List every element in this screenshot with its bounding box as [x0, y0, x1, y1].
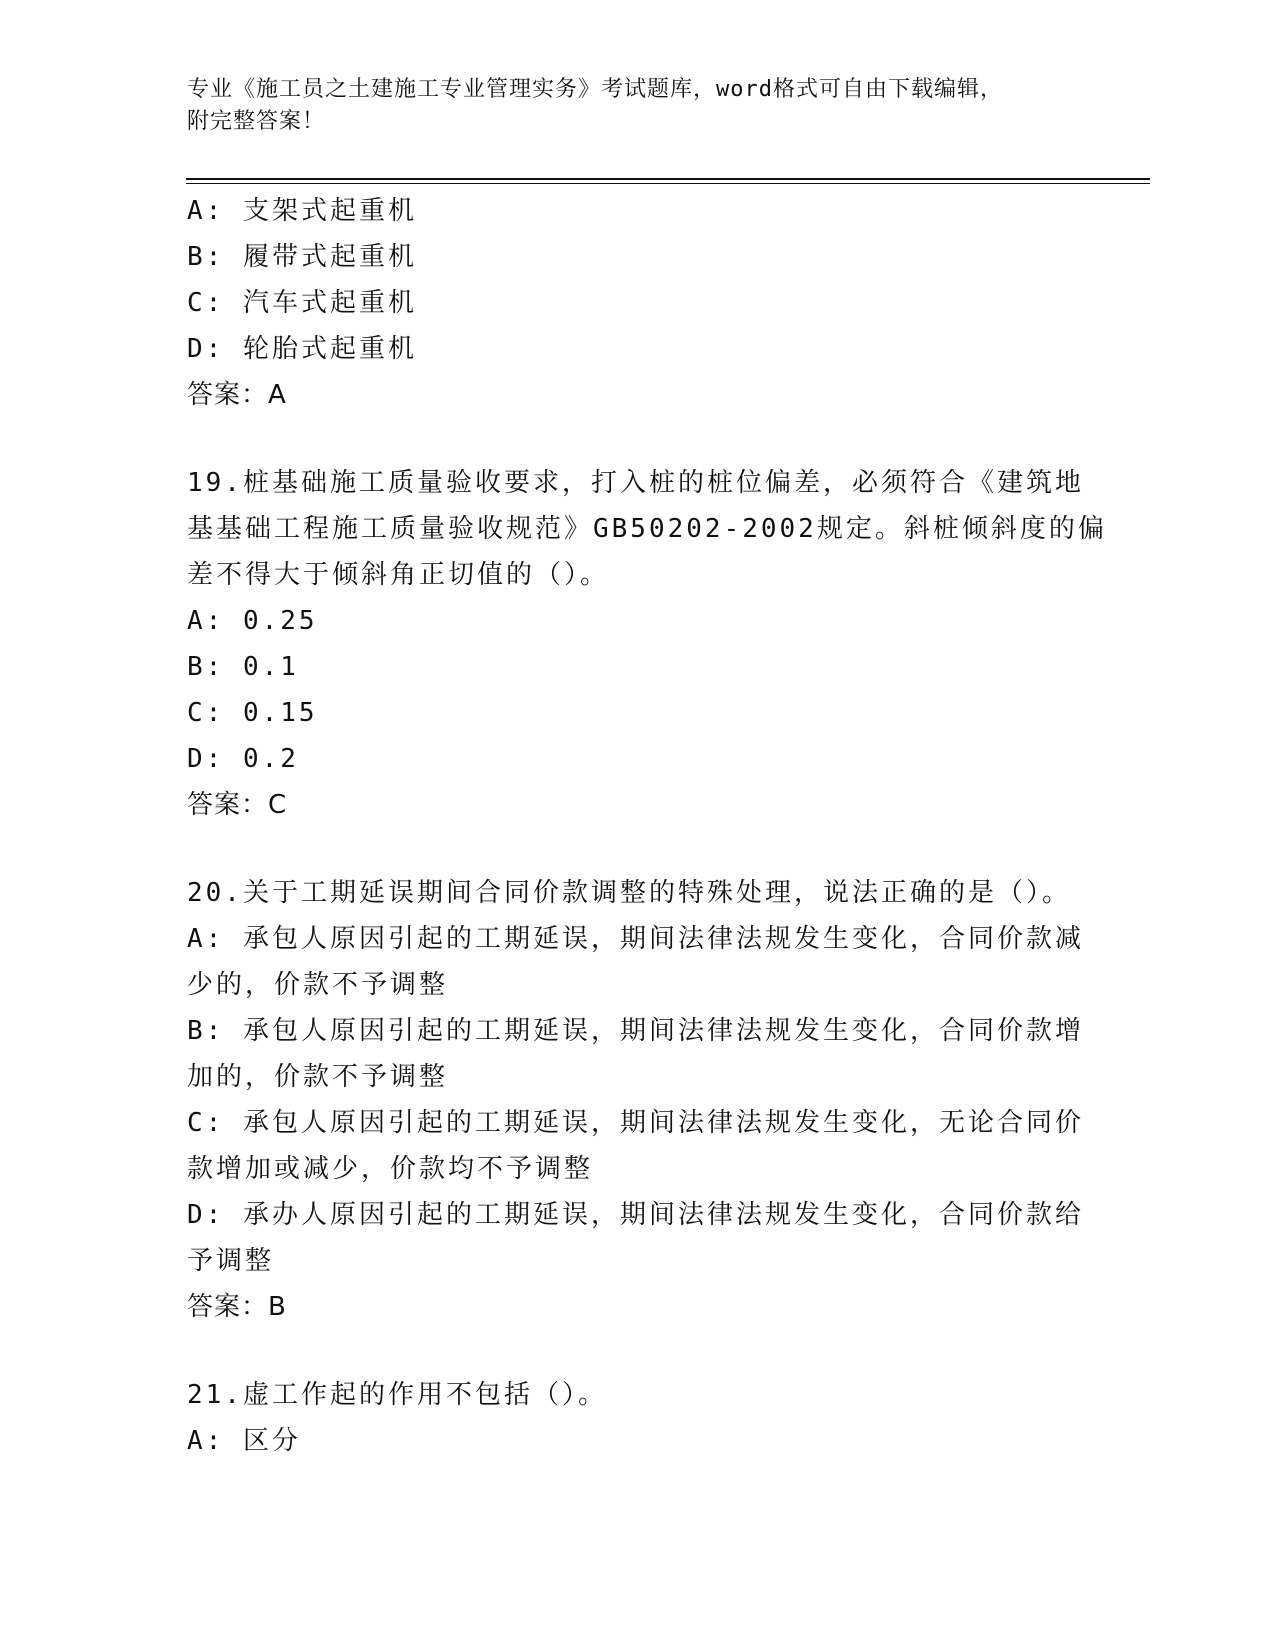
option-d-line-1: D: 承办人原因引起的工期延误，期间法律法规发生变化，合同价款给 [187, 1200, 1084, 1230]
question-block-21 [187, 1372, 1087, 1464]
option-a: A: 0.25 [187, 606, 318, 636]
option-b-line-1: B: 承包人原因引起的工期延误，期间法律法规发生变化，合同价款增 [187, 1016, 1084, 1046]
option-d: D: 轮胎式起重机 [187, 334, 417, 364]
question-text-line: 21.虚工作起的作用不包括（）。 [187, 1380, 607, 1410]
question-block-18 [187, 188, 1087, 418]
option-c: C: 0.15 [187, 698, 318, 728]
answer-line: 答案：A [187, 380, 287, 410]
question-text-line: 20.关于工期延误期间合同价款调整的特殊处理，说法正确的是（）。 [187, 878, 1071, 908]
header-line-1: 专业《施工员之土建施工专业管理实务》考试题库，word格式可自由下载编辑， [187, 77, 1003, 102]
option-c-line-2: 款增加或减少，价款均不予调整 [187, 1154, 594, 1184]
header-line-2: 附完整答案！ [187, 109, 326, 134]
option-c-line-1: C: 承包人原因引起的工期延误，期间法律法规发生变化，无论合同价 [187, 1108, 1084, 1138]
option-c: C: 汽车式起重机 [187, 288, 417, 318]
option-b-line-2: 加的，价款不予调整 [187, 1062, 449, 1092]
question-text-line: 基基础工程施工质量验收规范》GB50202-2002规定。斜桩倾斜度的偏 [187, 514, 1107, 544]
option-a-line-1: A: 承包人原因引起的工期延误，期间法律法规发生变化，合同价款减 [187, 924, 1084, 954]
question-text-line: 19.桩基础施工质量验收要求，打入桩的桩位偏差，必须符合《建筑地 [187, 468, 1084, 498]
option-b: B: 0.1 [187, 652, 299, 682]
question-text-line: 差不得大于倾斜角正切值的（）。 [187, 560, 610, 590]
question-block-20 [187, 870, 1087, 1330]
option-d-line-2: 予调整 [187, 1246, 275, 1276]
header-divider-thin [186, 183, 1150, 184]
answer-line: 答案：C [187, 790, 288, 820]
option-a-line-2: 少的，价款不予调整 [187, 970, 449, 1000]
question-block-19 [187, 460, 1107, 828]
option-a: A: 支架式起重机 [187, 196, 417, 226]
option-b: B: 履带式起重机 [187, 242, 417, 272]
option-d: D: 0.2 [187, 744, 299, 774]
header-divider-thick [186, 178, 1150, 180]
option-a: A: 区分 [187, 1426, 301, 1456]
document-header [187, 74, 1147, 138]
answer-line: 答案：B [187, 1292, 287, 1322]
question-list [187, 188, 1107, 1464]
